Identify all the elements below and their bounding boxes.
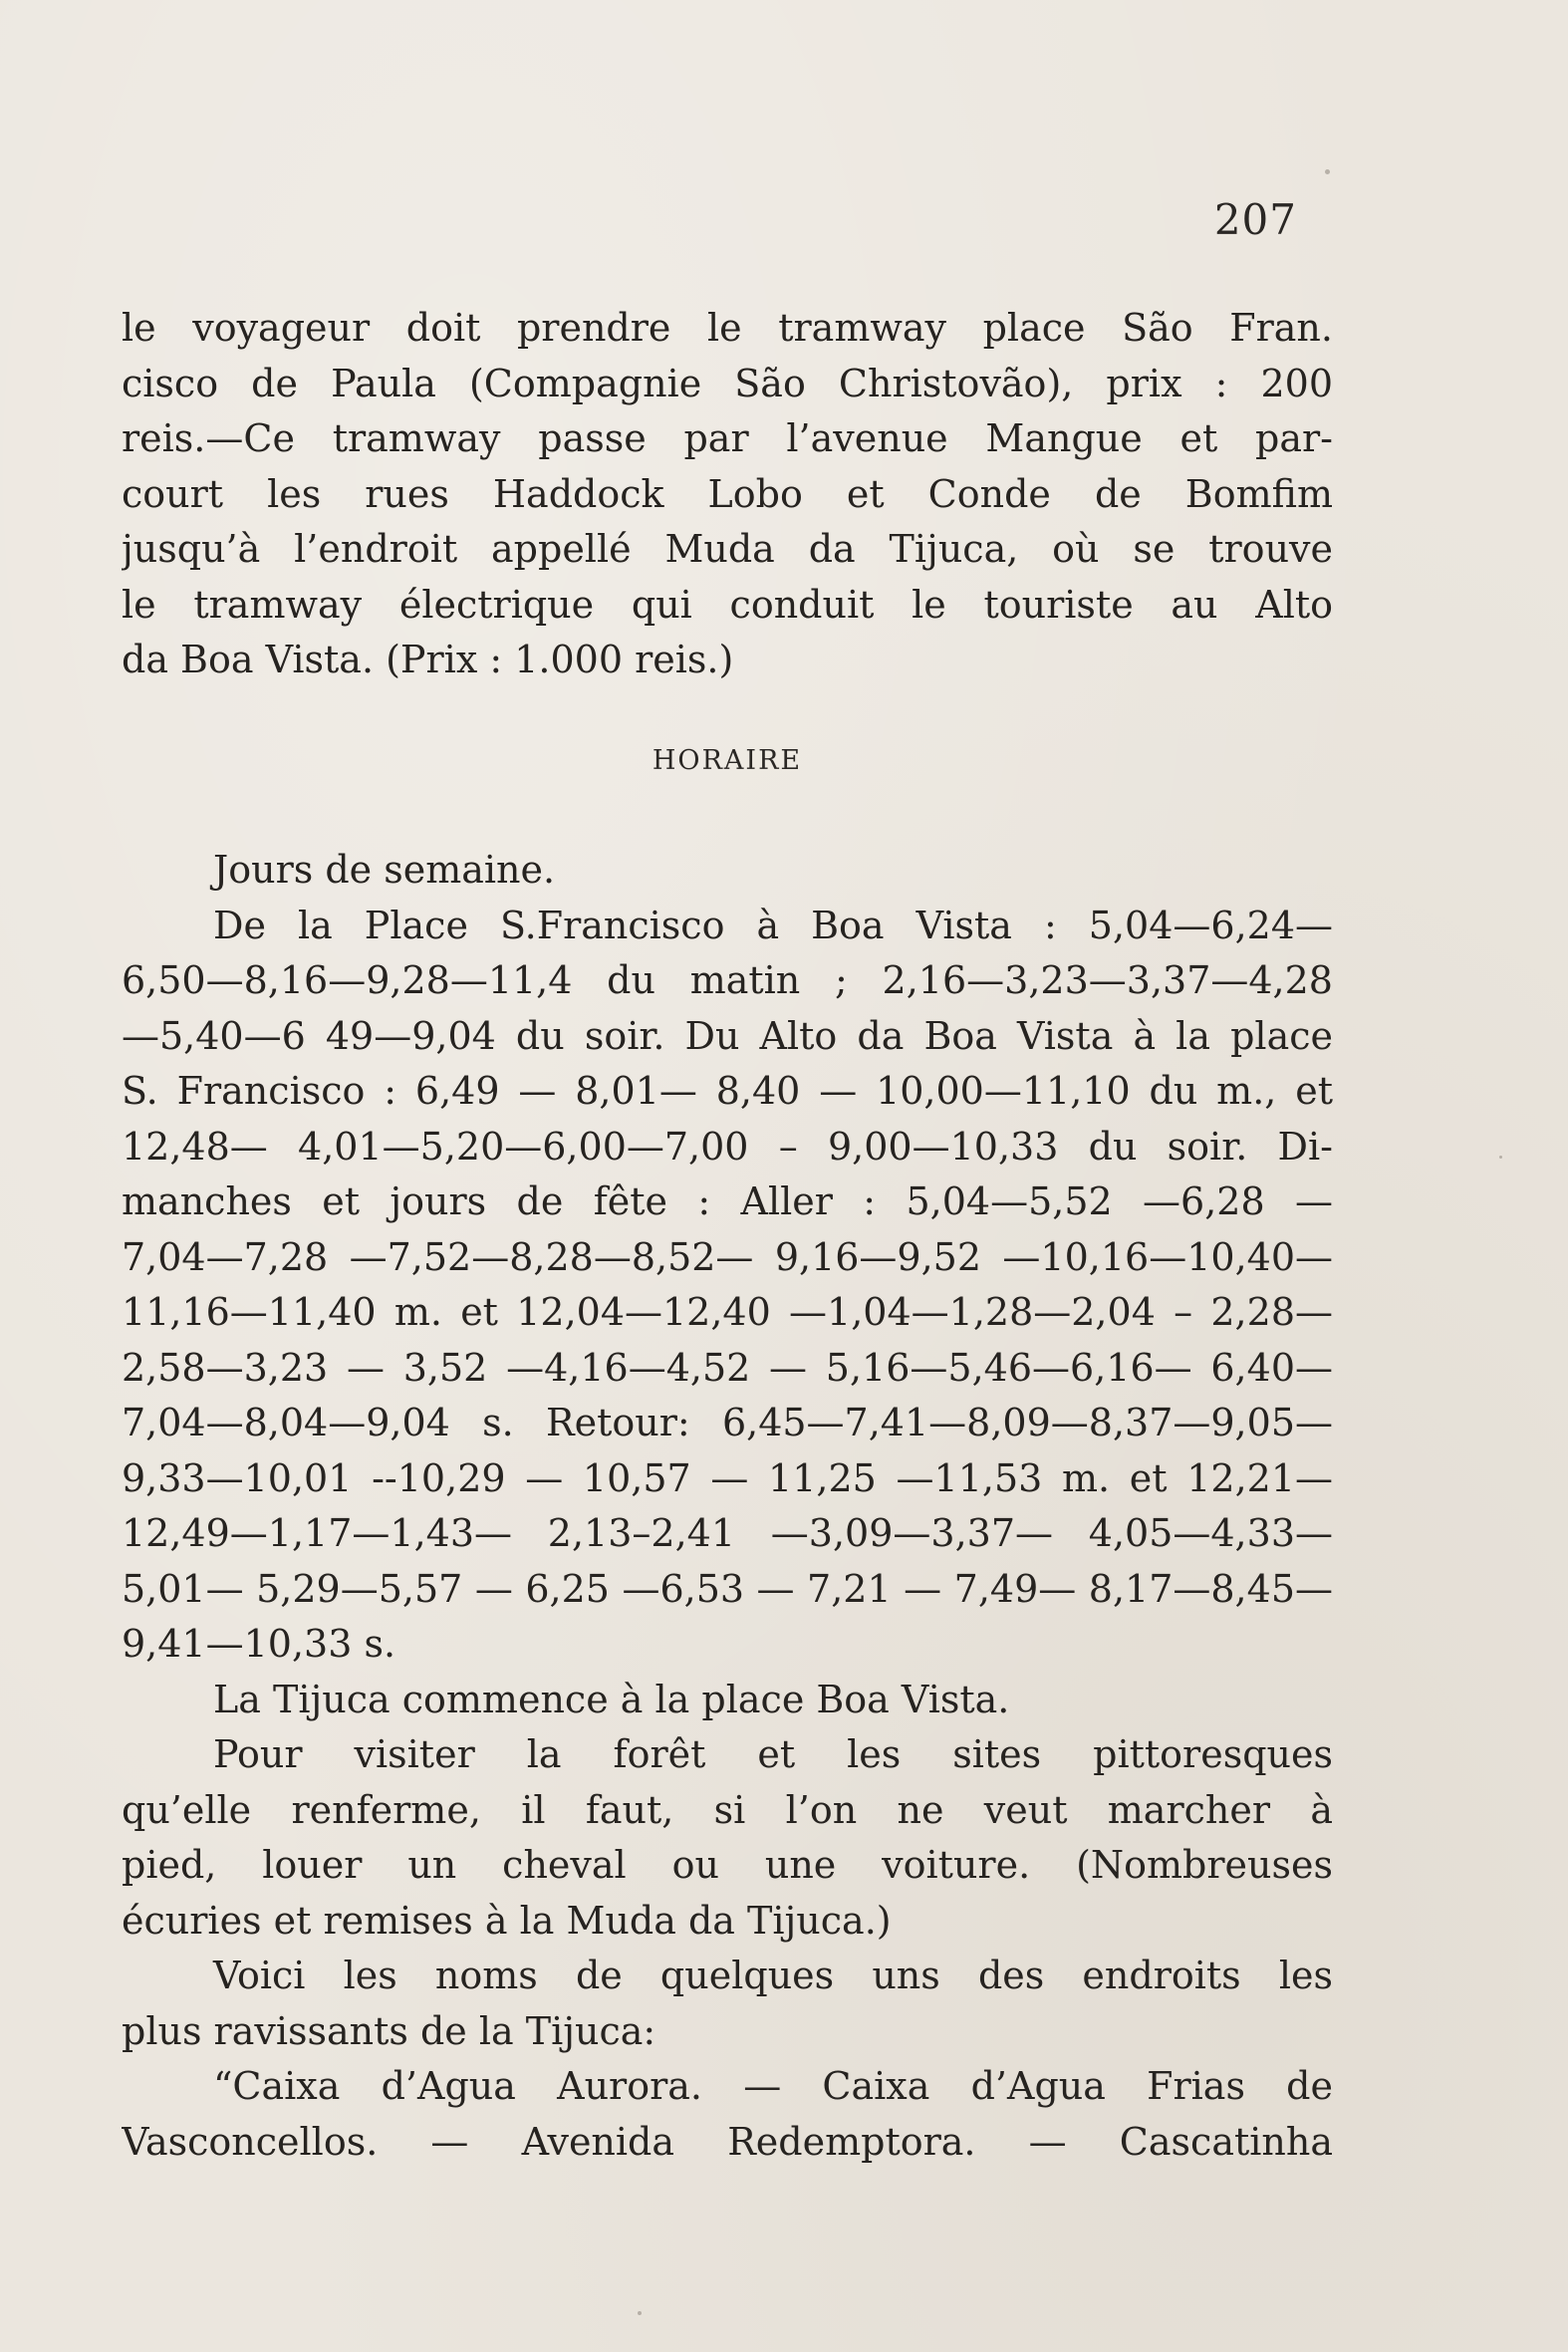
text-line: 2,58—3,23 — 3,52 —4,16—4,52 — 5,16—5,46—6,16— 6,40— <box>122 1345 1333 1390</box>
text-line: le tramway électrique qui conduit le touriste au Alto <box>122 582 1333 627</box>
schedule-text <box>122 843 1333 2170</box>
section-heading: HORAIRE <box>652 745 803 776</box>
text-line: —5,40—6 49—9,04 du soir. Du Alto da Boa Vista à la place <box>122 1013 1333 1058</box>
text-line: manches et jours de fête : Aller : 5,04—5,52 —6,28 — <box>122 1179 1333 1223</box>
text-line: qu’elle renferme, il faut, si l’on ne veut marcher à <box>122 1787 1333 1832</box>
paper-speck <box>638 2311 642 2315</box>
paper-speck <box>1499 1156 1502 1159</box>
paper-speck <box>1325 169 1330 174</box>
text-line: 11,16—11,40 m. et 12,04—12,40 —1,04—1,28—2,04 – 2,28— <box>122 1290 1333 1334</box>
text-line: Jours de semaine. <box>213 848 556 892</box>
text-line: 9,33—10,01 --10,29 — 10,57 — 11,25 —11,53 m. et 12,21— <box>122 1455 1333 1500</box>
text-line: reis.—Ce tramway passe par l’avenue Mangue et par- <box>122 416 1333 460</box>
text-line: “Caixa d’Agua Aurora. — Caixa d’Agua Frias de <box>213 2064 1333 2108</box>
text-line: le voyageur doit prendre le tramway place São Fran. <box>122 306 1333 350</box>
text-line: jusqu’à l’endroit appellé Muda da Tijuca, où se trouve <box>122 527 1333 571</box>
text-line: cisco de Paula (Compagnie São Christovão), prix : 200 <box>122 361 1333 405</box>
text-line: 6,50—8,16—9,28—11,4 du matin ; 2,16—3,23—3,37—4,28 <box>122 958 1333 1002</box>
text-line: pied, louer un cheval ou une voiture. (Nombreuses <box>122 1843 1333 1887</box>
text-line: écuries et remises à la Muda da Tijuca.) <box>122 1898 892 1943</box>
text-line: La Tijuca commence à la place Boa Vista. <box>213 1677 1010 1721</box>
text-line: S. Francisco : 6,49 — 8,01— 8,40 — 10,00—11,10 du m., et <box>122 1069 1333 1113</box>
text-line: 12,49—1,17—1,43— 2,13–2,41 —3,09—3,37— 4,05—4,33— <box>122 1511 1333 1555</box>
text-line: Pour visiter la forêt et les sites pittoresques <box>213 1732 1333 1776</box>
intro-paragraph <box>122 301 1333 688</box>
text-line: court les rues Haddock Lobo et Conde de Bomfim <box>122 471 1333 516</box>
text-line: 7,04—8,04—9,04 s. Retour: 6,45—7,41—8,09—8,37—9,05— <box>122 1401 1333 1444</box>
text-line: Vasconcellos. — Avenida Redemptora. — Cascatinha <box>122 2119 1333 2164</box>
text-line: 5,01— 5,29—5,57 — 6,25 —6,53 — 7,21 — 7,49— 8,17—8,45— <box>122 1566 1333 1611</box>
text-line: 9,41—10,33 s. <box>122 1622 396 1666</box>
page-number: 207 <box>1213 195 1297 244</box>
text-line: Voici les noms de quelques uns des endroits les <box>213 1954 1333 1997</box>
text-line: da Boa Vista. (Prix : 1.000 reis.) <box>122 638 734 681</box>
text-line: plus ravissants de la Tijuca: <box>122 2008 656 2053</box>
text-line: De la Place S.Francisco à Boa Vista : 5,04—6,24— <box>213 903 1333 947</box>
text-line: 7,04—7,28 —7,52—8,28—8,52— 9,16—9,52 —10,16—10,40— <box>122 1234 1333 1279</box>
text-line: 12,48— 4,01—5,20—6,00—7,00 – 9,00—10,33 du soir. Di- <box>122 1124 1333 1169</box>
